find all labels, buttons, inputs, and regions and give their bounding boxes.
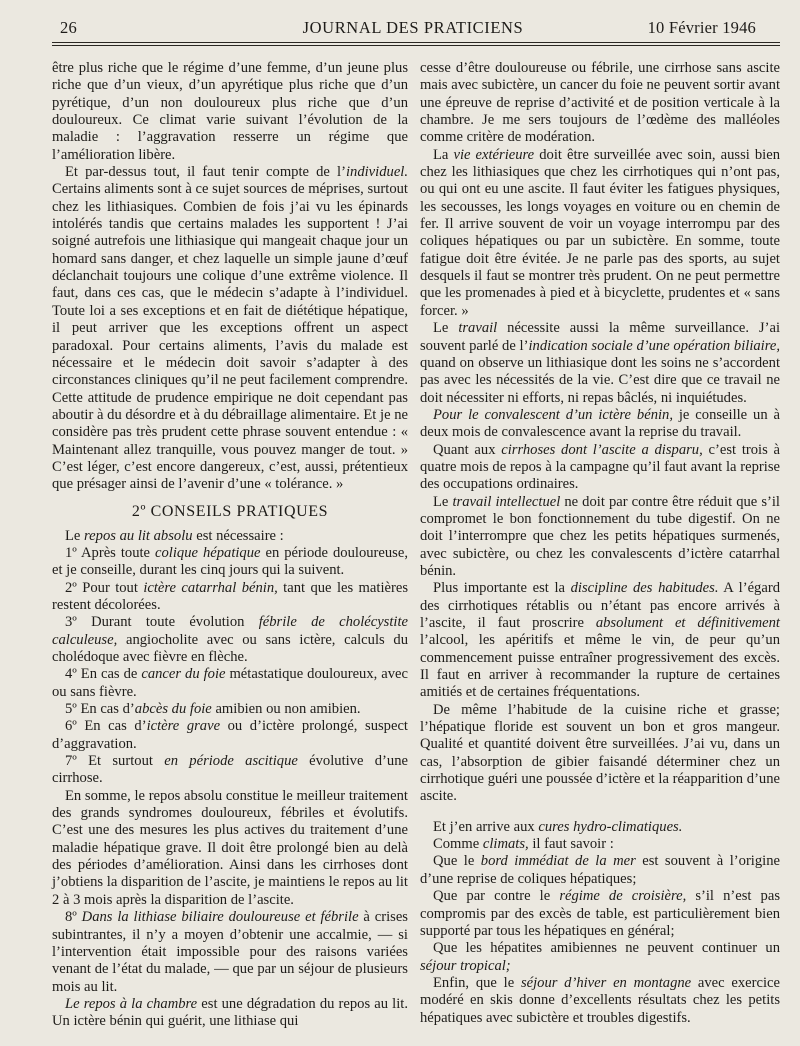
paragraph: Que le bord immédiat de la mer est souvent à l’origine d’une reprise de coliques hépatiques; <box>420 853 780 887</box>
list-item: 1º Après toute colique hépatique en période douloureuse, et je conseille, durant les cinq jours qui la suivent. <box>52 544 408 579</box>
list-item: 7º Et surtout en période ascitique évolutive d’une cirrhose. <box>52 753 408 787</box>
list-item: 5º En cas d’abcès du foie amibien ou non amibien. <box>65 701 361 718</box>
paragraph: être plus riche que le régime d’une femme, d’un jeune plus riche que d’un vieux, d’un apyrétique plus riche que d’un pyrétique, d’un non douloureux plus riche que d’un douloureux. Ce climat varie suivant l’évolution de la maladie : l’aggravation resserre un régime que l’amélioration libère. <box>52 60 408 163</box>
paragraph: Plus importante est la discipline des habitudes. A l’égard des cirrhotiques rétablis ou n’étant pas encore arrivés à l’ascite, il faut proscrire absolument et définitivement l’alcool, les apéritifs et même le vin, de peur qu’un commencement puisse entraîner progressivement des excès. Il faut en arriver à recommander la rupture de certaines amitiés et de certaines fréquentations. <box>420 580 780 701</box>
paragraph: Comme climats, il faut savoir : <box>433 836 614 853</box>
paragraph: Le repos au lit absolu est nécessaire : <box>65 527 284 544</box>
list-item: 8º Dans la lithiase biliaire douloureuse et fébrile à crises subintrantes, il n’y a moyen d’obtenir une accalmie, — si l’intervention était impossible pour des raisons variées venant de l’état du malade, — que par un séjour de plusieurs mois au lit. <box>52 909 408 995</box>
left-column <box>52 60 408 1031</box>
paragraph: Le travail intellectuel ne doit par contre être réduit que s’il compromet le bon fonctionnement du tube digestif. On ne doit l’interrompre que chez les petits hépatiques surmenés, avec subictère, ou chez les convalescents d’ictère catarrhal bénin. <box>420 493 780 579</box>
right-column <box>420 60 780 1027</box>
paragraph: Le travail nécessite aussi la même surveillance. J’ai souvent parlé de l’indication sociale d’une opération biliaire, quand on observe un lithiasique dont les soins ne s’accordent pas avec les nécessités de la vie. C’est dire que ce travail ne doit nécessiter ni efforts, ni repas bâclés, ni inquiétudes. <box>420 320 780 406</box>
paragraph: Et j’en arrive aux cures hydro-climatiques. <box>433 818 683 835</box>
section-heading: 2º CONSEILS PRATIQUES <box>131 502 329 520</box>
paragraph: Que les hépatites amibiennes ne peuvent continuer un séjour tropical; <box>420 940 780 974</box>
list-item: 6º En cas d’ictère grave ou d’ictère prolongé, suspect d’aggravation. <box>52 718 408 752</box>
issue-date: 10 Février 1946 <box>647 18 756 37</box>
paragraph: cesse d’être douloureuse ou fébrile, une cirrhose sans ascite mais avec subictère, un cancer du foie ne peuvent sortir avant une épreuve de reprise d’activité et de position verticale à la chambre. Je me sers toujours de l’œdème des malléoles comme critère de modération. <box>420 60 780 146</box>
paragraph: Et par-dessus tout, il faut tenir compte de l’individuel. Certains aliments sont à ce sujet sources de méprises, surtout chez les lithiasiques. Combien de fois j’ai vu les épinards intolérés tandis que certains malades les supportent ! J’ai soigné autrefois une lithiasique qui mangeait chaque jour un homard sans danger, et chez laquelle un simple jaune d’œuf déclanchait toujours une colique d’une extrême violence. Il faut, dans ces cas, que le médecin s’adapte à l’individuel. Toute loi a ses exceptions et en fait de diététique hépatique, il peut arriver que les exceptions offrent un aspect paradoxal. Pour certains aliments, l’avis du malade est nécessaire et le médecin doit savoir s’adapter à des circonstances cliniques qu’il ne peut facilement comprendre. Cette attitude de prudence empirique ne doit cependant pas aboutir à du désordre et à du débraillage alimentaire. Et je ne considère pas très prudent cette phrase souvent entendue : « Maintenant allez tranquille, vous pouvez manger de tout. » C’est léger, c’est encore dangereux, c’est, aussi, prétentieux que présager ainsi de l’avenir d’une « tolérance. » <box>52 164 408 493</box>
running-header <box>52 14 774 42</box>
paragraph: Enfin, que le séjour d’hiver en montagne avec exercice modéré en skis donne d’excellents résultats chez les petits hépatiques avec subictère et troubles digestifs. <box>420 974 780 1026</box>
paragraph: En somme, le repos absolu constitue le meilleur traitement des grands syndromes douloureux, fébriles et évolutifs. C’est une des mesures les plus actives du traitement d’une maladie hépatique grave. Il doit être prolongé bien au delà des périodes d’amélioration. Ainsi dans les cirrhoses dont j’obtiens la disparition de l’ascite, je maintiens le repos au lit 2 à 3 mois après la disparition de l’ascite. <box>52 787 408 908</box>
list-item: 3º Durant toute évolution fébrile de cholécystite calculeuse, angiocholite avec ou sans ictère, calculs du cholédoque avec fièvre en flèche. <box>52 614 408 665</box>
journal-title: JOURNAL DES PRATICIENS <box>302 18 524 37</box>
paragraph: Le repos à la chambre est une dégradation du repos au lit. Un ictère bénin qui guérit, une lithiase qui <box>52 995 408 1030</box>
paragraph: Que par contre le régime de croisière, s’il n’est pas compromis par des excès de table, est particulièrement bien supporté par tous les hépatiques en général; <box>420 888 780 939</box>
header-rule <box>52 42 780 46</box>
list-item: 2º Pour tout ictère catarrhal bénin, tant que les matières restent décolorées. <box>52 579 408 613</box>
paragraph: De même l’habitude de la cuisine riche et grasse; l’hépatique floride est souvent un bon et gros mangeur. Qualité et quantité doivent être surveillées. J’ai vu, dans un cas, l’absorption de gibier faisandé déterminer chez un cirrhotique guéri une poussée d’ictère et la réapparition d’une ascite. <box>420 701 780 805</box>
paragraph: La vie extérieure doit être surveillée avec soin, aussi bien chez les lithiasiques que chez les cirrhotiques qui n’ont pas, ou qui ont eu une ascite. Il faut éviter les fatigues physiques, les secousses, les longs voyages en voiture ou en chemin de fer. Il arrive souvent de voir un voyage interrompu par des coliques hépatiques ou par un subictère. En somme, toute fatigue doit être évitée. Je ne parle pas des sports, au sujet desquels il faut se montrer très prudent. On ne peut permettre que les promenades à pied et à bicyclette, prudentes et « sans forcer. » <box>420 146 780 319</box>
spacer <box>420 806 780 819</box>
paragraph: Quant aux cirrhoses dont l’ascite a disparu, c’est trois à quatre mois de repos à la campagne qu’il faut avant la reprise des occupations ordinaires. <box>420 441 780 493</box>
list-item: 4º En cas de cancer du foie métastatique douloureux, avec ou sans fièvre. <box>52 666 409 700</box>
paragraph: Pour le convalescent d’un ictère bénin, je conseille un à deux mois de convalescence avant la reprise du travail. <box>420 406 780 441</box>
page-number: 26 <box>60 18 77 37</box>
